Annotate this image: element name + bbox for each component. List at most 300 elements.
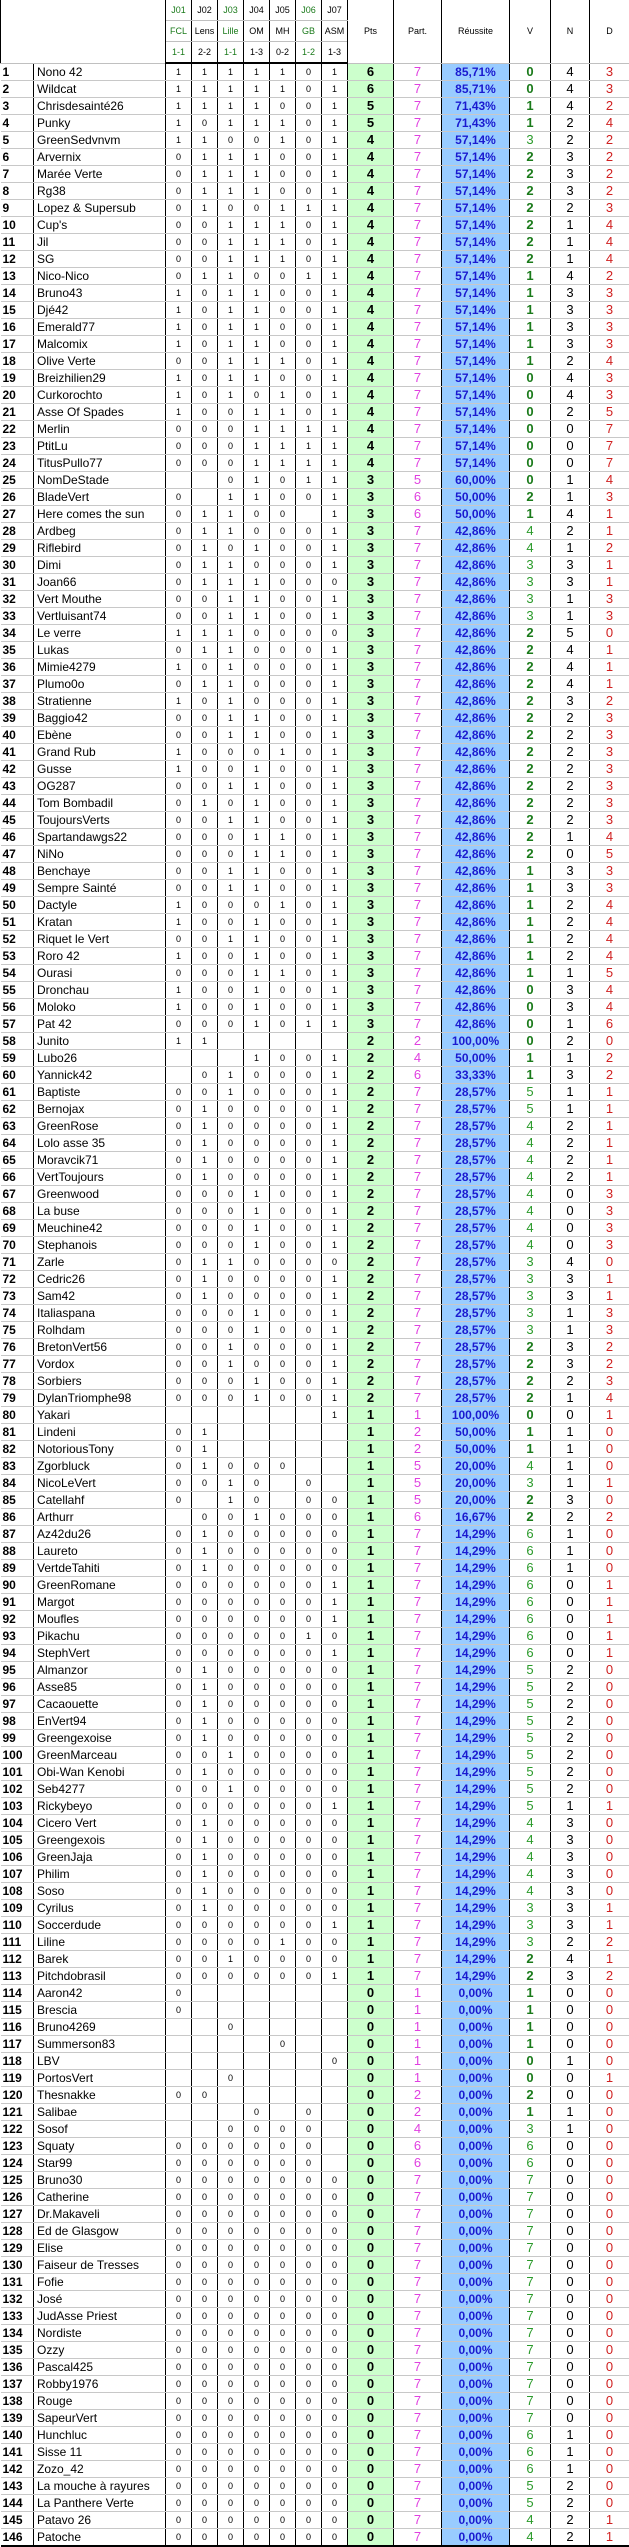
rank-cell: 101 (1, 1764, 34, 1781)
j02-cell: 0 (192, 1186, 218, 1203)
points-cell: 2 (348, 1152, 394, 1169)
rank-cell: 62 (1, 1101, 34, 1118)
j05-cell: 1 (270, 455, 296, 472)
j04-cell: 1 (244, 166, 270, 183)
j03-cell: 1 (218, 574, 244, 591)
j06-cell: 0 (296, 1849, 322, 1866)
points-cell: 0 (348, 2121, 394, 2138)
j03-cell: 1 (218, 268, 244, 285)
j01-cell: 0 (166, 1951, 192, 1968)
points-cell: 0 (348, 2274, 394, 2291)
j01-cell: 0 (166, 1900, 192, 1917)
j04-cell: 0 (244, 1764, 270, 1781)
j04-cell: 0 (244, 2495, 270, 2512)
j02-cell: 0 (192, 2274, 218, 2291)
participations-cell: 7 (394, 1203, 442, 1220)
j02-cell: 0 (192, 2376, 218, 2393)
player-name-cell: Pascal425 (34, 2359, 166, 2376)
j07-cell: 1 (322, 659, 348, 676)
j07-cell (322, 1033, 348, 1050)
rank-cell: 44 (1, 795, 34, 812)
j02-cell: 0 (192, 863, 218, 880)
points-cell: 2 (348, 1203, 394, 1220)
player-name-cell: Dactyle (34, 897, 166, 914)
j04-cell: 0 (244, 2427, 270, 2444)
j03-cell (218, 1033, 244, 1050)
d-count-cell: 0 (590, 2104, 629, 2121)
table-row (1, 1050, 629, 1067)
j06-cell: 0 (296, 404, 322, 421)
rank-cell: 90 (1, 1577, 34, 1594)
v-count-cell: 1 (510, 268, 551, 285)
d-count-cell: 0 (590, 1832, 629, 1849)
j05-cell (270, 2104, 296, 2121)
points-cell: 3 (348, 727, 394, 744)
j02-cell: 1 (192, 1662, 218, 1679)
rank-cell: 7 (1, 166, 34, 183)
participations-cell: 7 (394, 965, 442, 982)
rank-cell: 67 (1, 1186, 34, 1203)
j07-cell (322, 2104, 348, 2121)
j03-cell: 1 (218, 1747, 244, 1764)
table-row (1, 1390, 629, 1407)
j03-cell: 1 (218, 778, 244, 795)
j07-cell: 1 (322, 63, 348, 81)
table-row (1, 200, 629, 217)
n-count-cell: 3 (551, 1271, 590, 1288)
success-rate-cell: 85,71% (442, 63, 510, 81)
j03-cell: 0 (218, 2529, 244, 2547)
j05-cell: 0 (270, 1849, 296, 1866)
v-count-cell: 0 (510, 2070, 551, 2087)
d-count-cell: 0 (590, 2223, 629, 2240)
d-count-cell: 1 (590, 2529, 629, 2547)
j04-cell: 0 (244, 1543, 270, 1560)
j04-cell: 0 (244, 2410, 270, 2427)
j01-cell: 1 (166, 387, 192, 404)
j04-cell: 1 (244, 931, 270, 948)
j04-cell: 1 (244, 98, 270, 115)
points-cell: 1 (348, 1900, 394, 1917)
table-row (1, 659, 629, 676)
j03-cell (218, 1441, 244, 1458)
points-cell: 2 (348, 1050, 394, 1067)
n-count-cell: 4 (551, 81, 590, 98)
rank-cell: 97 (1, 1696, 34, 1713)
j04-cell: 1 (244, 438, 270, 455)
n-count-cell: 5 (551, 625, 590, 642)
points-cell: 0 (348, 2342, 394, 2359)
rank-cell: 52 (1, 931, 34, 948)
d-count-cell: 0 (590, 2495, 629, 2512)
d-count-cell: 2 (590, 183, 629, 200)
rank-cell: 87 (1, 1526, 34, 1543)
j04-cell: 0 (244, 625, 270, 642)
j05-cell: 0 (270, 2223, 296, 2240)
success-rate-cell: 42,86% (442, 795, 510, 812)
j01-cell: 0 (166, 2206, 192, 2223)
d-count-cell: 1 (590, 1577, 629, 1594)
v-count-cell: 3 (510, 1254, 551, 1271)
j05-cell: 0 (270, 472, 296, 489)
participations-cell: 7 (394, 302, 442, 319)
success-rate-cell: 28,57% (442, 1118, 510, 1135)
rank-cell: 79 (1, 1390, 34, 1407)
table-row (1, 1373, 629, 1390)
participations-cell: 7 (394, 625, 442, 642)
player-name-cell: Olive Verte (34, 353, 166, 370)
v-count-cell: 4 (510, 1458, 551, 1475)
j06-cell: 0 (296, 319, 322, 336)
n-count-cell: 2 (551, 1509, 590, 1526)
points-cell: 1 (348, 1781, 394, 1798)
j03-cell: 0 (218, 2138, 244, 2155)
points-cell: 2 (348, 1169, 394, 1186)
rank-cell: 129 (1, 2240, 34, 2257)
j04-cell: 0 (244, 268, 270, 285)
round-label: J03 (218, 0, 244, 21)
j03-cell: 1 (218, 217, 244, 234)
table-row (1, 591, 629, 608)
j01-cell: 0 (166, 1594, 192, 1611)
j03-cell: 1 (218, 642, 244, 659)
d-count-cell: 2 (590, 1934, 629, 1951)
player-name-cell: Arvernix (34, 149, 166, 166)
rank-cell: 42 (1, 761, 34, 778)
j04-cell: 0 (244, 1067, 270, 1084)
d-count-cell: 0 (590, 2206, 629, 2223)
v-count-cell: 2 (510, 812, 551, 829)
j07-cell (322, 1424, 348, 1441)
j03-cell: 0 (218, 2393, 244, 2410)
j02-cell: 0 (192, 982, 218, 999)
table-row (1, 1237, 629, 1254)
participations-cell: 7 (394, 132, 442, 149)
j03-cell: 0 (218, 1118, 244, 1135)
j01-cell: 0 (166, 2461, 192, 2478)
j04-cell: 1 (244, 63, 270, 81)
table-row (1, 1186, 629, 1203)
points-cell: 1 (348, 1696, 394, 1713)
points-cell: 1 (348, 1662, 394, 1679)
j03-cell: 0 (218, 2461, 244, 2478)
n-count-cell: 1 (551, 1458, 590, 1475)
d-count-cell: 3 (590, 1186, 629, 1203)
player-name-cell: Zozo_42 (34, 2461, 166, 2478)
rank-cell: 63 (1, 1118, 34, 1135)
v-count-cell: 6 (510, 1645, 551, 1662)
j05-cell: 1 (270, 1934, 296, 1951)
player-name-cell: GreenRomane (34, 1577, 166, 1594)
player-name-cell: VertToujours (34, 1169, 166, 1186)
j05-cell: 0 (270, 659, 296, 676)
points-cell: 2 (348, 1033, 394, 1050)
player-name-cell: Emerald77 (34, 319, 166, 336)
j02-cell: 0 (192, 744, 218, 761)
j01-cell: 0 (166, 523, 192, 540)
j02-cell: 0 (192, 812, 218, 829)
j06-cell: 0 (296, 1781, 322, 1798)
rank-cell: 64 (1, 1135, 34, 1152)
player-name-cell: GreenRose (34, 1118, 166, 1135)
success-rate-cell: 57,14% (442, 234, 510, 251)
participations-cell: 7 (394, 1951, 442, 1968)
success-rate-cell: 14,29% (442, 1883, 510, 1900)
v-count-cell: 0 (510, 421, 551, 438)
j03-cell (218, 1050, 244, 1067)
d-count-cell: 3 (590, 63, 629, 81)
participations-cell: 2 (394, 2087, 442, 2104)
v-count-cell: 6 (510, 2444, 551, 2461)
j01-cell: 0 (166, 795, 192, 812)
j07-cell: 0 (322, 1696, 348, 1713)
j06-cell: 0 (296, 1339, 322, 1356)
j06-cell: 0 (296, 642, 322, 659)
j03-cell (218, 1407, 244, 1424)
j07-cell: 1 (322, 217, 348, 234)
table-row (1, 642, 629, 659)
points-cell: 0 (348, 2104, 394, 2121)
j04-cell: 0 (244, 1492, 270, 1509)
player-name-cell: Salibae (34, 2104, 166, 2121)
player-name-cell: Fofie (34, 2274, 166, 2291)
d-count-cell: 0 (590, 1526, 629, 1543)
header-pts: Pts (348, 0, 394, 63)
j06-cell: 0 (296, 1883, 322, 1900)
success-rate-cell: 28,57% (442, 1237, 510, 1254)
j04-cell: 0 (244, 1475, 270, 1492)
success-rate-cell: 14,29% (442, 1747, 510, 1764)
j05-cell: 0 (270, 1254, 296, 1271)
d-count-cell: 2 (590, 149, 629, 166)
rank-cell: 141 (1, 2444, 34, 2461)
j05-cell: 0 (270, 2393, 296, 2410)
j02-cell: 1 (192, 1832, 218, 1849)
success-rate-cell: 57,14% (442, 455, 510, 472)
player-name-cell: Vertluisant74 (34, 608, 166, 625)
d-count-cell: 1 (590, 1101, 629, 1118)
team-label: FCL (166, 21, 192, 42)
n-count-cell: 3 (551, 149, 590, 166)
j04-cell: 0 (244, 1356, 270, 1373)
table-row (1, 1832, 629, 1849)
j05-cell: 1 (270, 234, 296, 251)
j07-cell: 0 (322, 2478, 348, 2495)
participations-cell: 7 (394, 693, 442, 710)
j07-cell: 1 (322, 302, 348, 319)
j02-cell: 0 (192, 2189, 218, 2206)
j02-cell (192, 489, 218, 506)
n-count-cell: 3 (551, 336, 590, 353)
j04-cell: 0 (244, 2393, 270, 2410)
rank-cell: 132 (1, 2291, 34, 2308)
participations-cell: 7 (394, 744, 442, 761)
n-count-cell: 0 (551, 2172, 590, 2189)
table-row (1, 2410, 629, 2427)
rank-cell: 92 (1, 1611, 34, 1628)
j03-cell: 1 (218, 1084, 244, 1101)
d-count-cell: 4 (590, 1390, 629, 1407)
d-count-cell: 0 (590, 1730, 629, 1747)
n-count-cell: 2 (551, 1781, 590, 1798)
participations-cell: 7 (394, 999, 442, 1016)
j03-cell: 1 (218, 1356, 244, 1373)
v-count-cell: 1 (510, 1441, 551, 1458)
success-rate-cell: 14,29% (442, 1951, 510, 1968)
j01-cell: 0 (166, 1458, 192, 1475)
j05-cell: 0 (270, 642, 296, 659)
j07-cell: 1 (322, 1373, 348, 1390)
j02-cell (192, 472, 218, 489)
j05-cell: 0 (270, 1543, 296, 1560)
player-name-cell: Junito (34, 1033, 166, 1050)
table-row (1, 1815, 629, 1832)
j06-cell: 0 (296, 2512, 322, 2529)
j07-cell: 0 (322, 2444, 348, 2461)
points-cell: 1 (348, 1560, 394, 1577)
v-count-cell: 7 (510, 2257, 551, 2274)
points-cell: 3 (348, 574, 394, 591)
n-count-cell: 3 (551, 1866, 590, 1883)
j06-cell: 0 (296, 931, 322, 948)
success-rate-cell: 14,29% (442, 1611, 510, 1628)
j06-cell (296, 2002, 322, 2019)
table-row (1, 1424, 629, 1441)
j02-cell: 1 (192, 540, 218, 557)
success-rate-cell: 14,29% (442, 1730, 510, 1747)
participations-cell: 7 (394, 404, 442, 421)
j07-cell: 1 (322, 1050, 348, 1067)
n-count-cell: 2 (551, 795, 590, 812)
points-cell: 3 (348, 931, 394, 948)
j07-cell: 0 (322, 2512, 348, 2529)
j05-cell: 0 (270, 1288, 296, 1305)
j06-cell: 0 (296, 1254, 322, 1271)
j01-cell: 0 (166, 2291, 192, 2308)
n-count-cell: 4 (551, 642, 590, 659)
rank-cell: 46 (1, 829, 34, 846)
j03-cell: 1 (218, 370, 244, 387)
j05-cell: 0 (270, 98, 296, 115)
n-count-cell: 0 (551, 2257, 590, 2274)
points-cell: 1 (348, 1577, 394, 1594)
points-cell: 3 (348, 948, 394, 965)
table-row (1, 1288, 629, 1305)
j07-cell: 1 (322, 557, 348, 574)
participations-cell: 7 (394, 200, 442, 217)
team-label: OM (244, 21, 270, 42)
points-cell: 4 (348, 234, 394, 251)
n-count-cell: 0 (551, 2410, 590, 2427)
points-cell: 1 (348, 1917, 394, 1934)
n-count-cell: 3 (551, 302, 590, 319)
j02-cell: 0 (192, 727, 218, 744)
j06-cell (296, 1033, 322, 1050)
j03-cell: 1 (218, 1475, 244, 1492)
j01-cell: 0 (166, 863, 192, 880)
j02-cell: 0 (192, 2427, 218, 2444)
j03-cell: 0 (218, 2070, 244, 2087)
points-cell: 4 (348, 217, 394, 234)
j05-cell: 1 (270, 438, 296, 455)
j04-cell: 1 (244, 863, 270, 880)
player-name-cell: NomDeStade (34, 472, 166, 489)
points-cell: 4 (348, 268, 394, 285)
success-rate-cell: 0,00% (442, 2104, 510, 2121)
points-cell: 1 (348, 1849, 394, 1866)
table-row (1, 2070, 629, 2087)
n-count-cell: 2 (551, 2478, 590, 2495)
rank-cell: 36 (1, 659, 34, 676)
team-label: Lens (192, 21, 218, 42)
rank-cell: 94 (1, 1645, 34, 1662)
d-count-cell: 3 (590, 200, 629, 217)
participations-cell: 7 (394, 812, 442, 829)
j01-cell: 0 (166, 1237, 192, 1254)
rank-cell: 49 (1, 880, 34, 897)
participations-cell: 6 (394, 1067, 442, 1084)
table-row (1, 1322, 629, 1339)
j03-cell: 0 (218, 1203, 244, 1220)
j06-cell: 0 (296, 1135, 322, 1152)
j04-cell: 1 (244, 217, 270, 234)
j03-cell: 0 (218, 744, 244, 761)
table-row (1, 1560, 629, 1577)
j02-cell: 0 (192, 693, 218, 710)
d-count-cell: 4 (590, 897, 629, 914)
j04-cell: 1 (244, 574, 270, 591)
success-rate-cell: 14,29% (442, 1696, 510, 1713)
j07-cell: 0 (322, 1849, 348, 1866)
points-cell: 2 (348, 1067, 394, 1084)
j04-cell: 0 (244, 2291, 270, 2308)
j01-cell: 0 (166, 2410, 192, 2427)
points-cell: 3 (348, 523, 394, 540)
d-count-cell: 1 (590, 1798, 629, 1815)
table-row (1, 1492, 629, 1509)
j03-cell: 1 (218, 489, 244, 506)
participations-cell: 7 (394, 761, 442, 778)
table-row (1, 2206, 629, 2223)
j05-cell: 0 (270, 1866, 296, 1883)
j02-cell: 0 (192, 2223, 218, 2240)
table-row (1, 1713, 629, 1730)
j07-cell: 1 (322, 642, 348, 659)
j05-cell: 0 (270, 2444, 296, 2461)
v-count-cell: 1 (510, 2019, 551, 2036)
j04-cell: 0 (244, 1968, 270, 1985)
success-rate-cell: 0,00% (442, 2240, 510, 2257)
j04-cell: 0 (244, 1645, 270, 1662)
j06-cell: 0 (296, 1662, 322, 1679)
j03-cell: 0 (218, 438, 244, 455)
j06-cell: 0 (296, 132, 322, 149)
score-label: 1-2 (296, 42, 322, 64)
d-count-cell: 2 (590, 166, 629, 183)
points-cell: 1 (348, 1594, 394, 1611)
j01-cell: 0 (166, 1917, 192, 1934)
j03-cell: 0 (218, 2274, 244, 2291)
d-count-cell: 2 (590, 1968, 629, 1985)
n-count-cell: 2 (551, 1373, 590, 1390)
n-count-cell: 0 (551, 2376, 590, 2393)
j07-cell: 1 (322, 829, 348, 846)
player-name-cell: Star99 (34, 2155, 166, 2172)
j06-cell: 0 (296, 1152, 322, 1169)
participations-cell: 7 (394, 166, 442, 183)
table-row (1, 999, 629, 1016)
j04-cell: 0 (244, 2359, 270, 2376)
